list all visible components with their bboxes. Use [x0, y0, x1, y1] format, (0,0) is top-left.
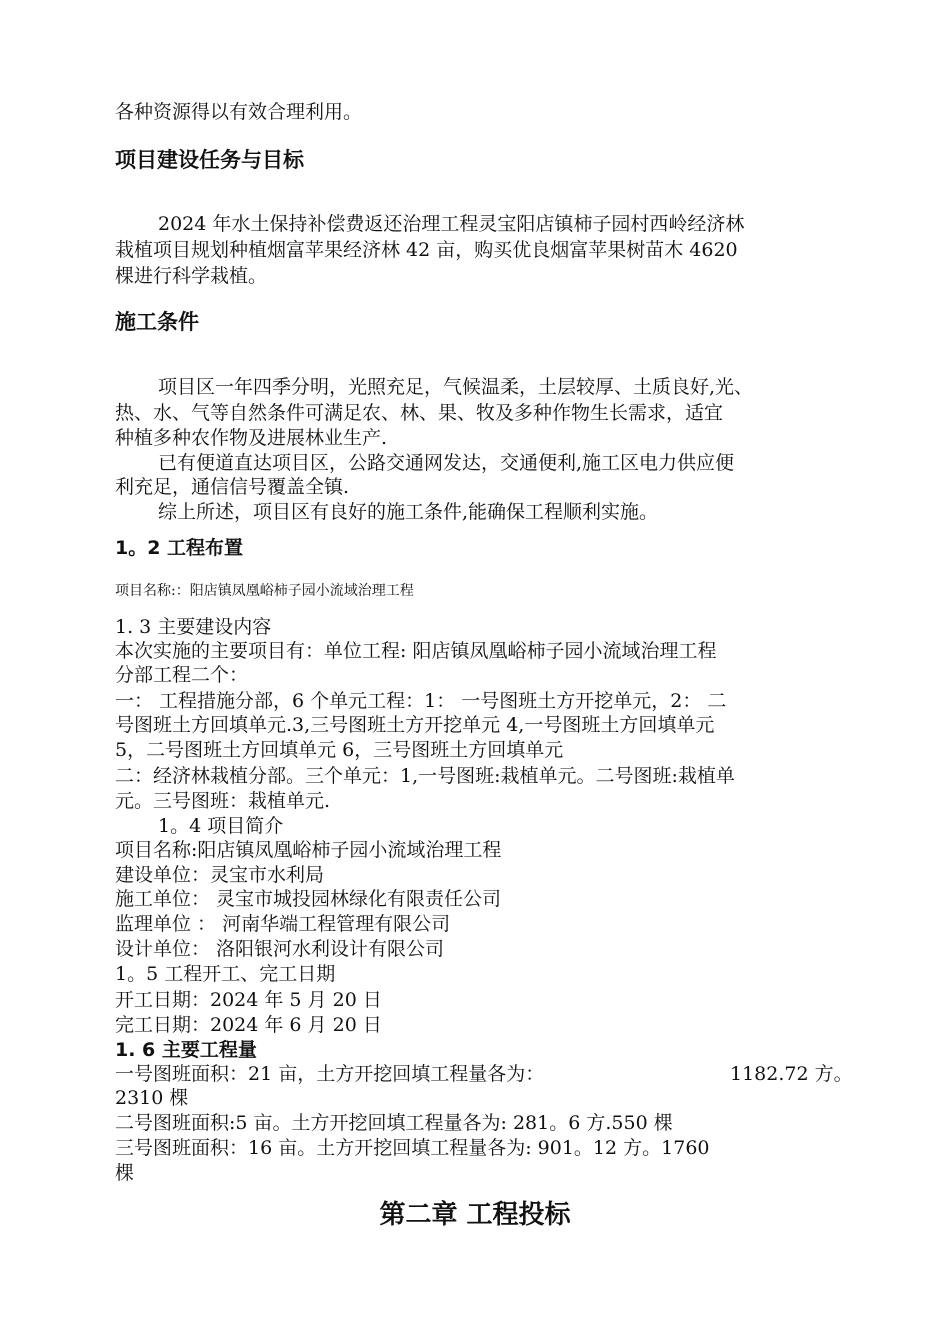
- info-line: 监理单位 ： 河南华端工程管理有限公司: [115, 913, 451, 935]
- paragraph-line: 各种资源得以有效合理利用。: [115, 101, 363, 123]
- paragraph-line: 栽植项目规划种植烟富苹果经济林 42 亩，购买优良烟富苹果树苗木 4620: [115, 239, 738, 261]
- quantity-line: 二号图班面积:5 亩。土方开挖回填工程量各为: 281。6 方.550 棵: [115, 1112, 673, 1134]
- info-line: 开工日期：2024 年 5 月 20 日: [115, 989, 382, 1011]
- info-line: 设计单位： 洛阳银河水利设计有限公司: [115, 938, 445, 960]
- quantity-line: 棵: [115, 1162, 135, 1184]
- subsection-title: 1。4 项目简介: [158, 815, 284, 837]
- quantity-line: 三号图班面积：16 亩。土方开挖回填工程量各为: 901。12 方。1760: [115, 1137, 710, 1159]
- paragraph-line: 已有便道直达项目区，公路交通网发达，交通便利,施工区电力供应便: [158, 452, 735, 474]
- paragraph-line: 热、水、气等自然条件可满足农、林、果、牧及多种作物生长需求，适宜: [115, 402, 724, 424]
- section-heading: 1。2 工程布置: [115, 537, 244, 559]
- chapter-title: 第二章 工程投标: [379, 1200, 571, 1230]
- paragraph-line: 二：经济林栽植分部。三个单元：1,一号图班:栽植单元。二号图班:栽植单: [115, 765, 735, 787]
- paragraph-line: 综上所述，项目区有良好的施工条件,能确保工程顺利实施。: [158, 501, 659, 523]
- info-line: 项目名称:阳店镇凤凰峪柿子园小流域治理工程: [115, 839, 502, 861]
- quantity-line: 一号图班面积：21 亩，土方开挖回填工程量各为：: [115, 1063, 545, 1085]
- paragraph-line: 利充足，通信信号覆盖全镇.: [115, 476, 350, 498]
- info-line: 建设单位：灵宝市水利局: [115, 864, 325, 886]
- quantity-value: 1182.72 方。: [730, 1063, 853, 1085]
- project-name-small: 项目名称:：阳店镇凤凰峪柿子园小流域治理工程: [115, 583, 414, 599]
- paragraph-line: 本次实施的主要项目有：单位工程: 阳店镇凤凰峪柿子园小流域治理工程: [115, 640, 717, 662]
- info-line: 完工日期：2024 年 6 月 20 日: [115, 1014, 382, 1036]
- section-heading: 项目建设任务与目标: [115, 148, 304, 172]
- info-line: 施工单位： 灵宝市城投园林绿化有限责任公司: [115, 888, 502, 910]
- paragraph-line: 分部工程二个：: [115, 664, 249, 686]
- section-heading: 施工条件: [115, 310, 199, 334]
- paragraph-line: 种植多种农作物及进展林业生产.: [115, 427, 388, 449]
- paragraph-line: 5，二号图班土方回填单元 6，三号图班土方回填单元: [115, 739, 564, 761]
- quantity-line: 2310 棵: [115, 1087, 189, 1109]
- paragraph-line: 一： 工程措施分部，6 个单元工程：1： 一号图班土方开挖单元，2： 二: [115, 690, 727, 712]
- paragraph-line: 号图班土方回填单元.3,三号图班土方开挖单元 4,一号图班土方回填单元: [115, 714, 715, 736]
- subsection-title: 1。5 工程开工、完工日期: [115, 963, 336, 985]
- paragraph-line: 棵进行科学栽植。: [115, 265, 268, 287]
- paragraph-line: 2024 年水土保持补偿费返还治理工程灵宝阳店镇柿子园村西岭经济林: [158, 213, 745, 235]
- section-heading: 1. 6 主要工程量: [115, 1039, 257, 1061]
- subsection-title: 1. 3 主要建设内容: [115, 616, 272, 638]
- paragraph-line: 元。三号图班：栽植单元.: [115, 790, 331, 812]
- paragraph-line: 项目区一年四季分明，光照充足，气候温柔，土层较厚、土质良好,光、: [158, 376, 754, 398]
